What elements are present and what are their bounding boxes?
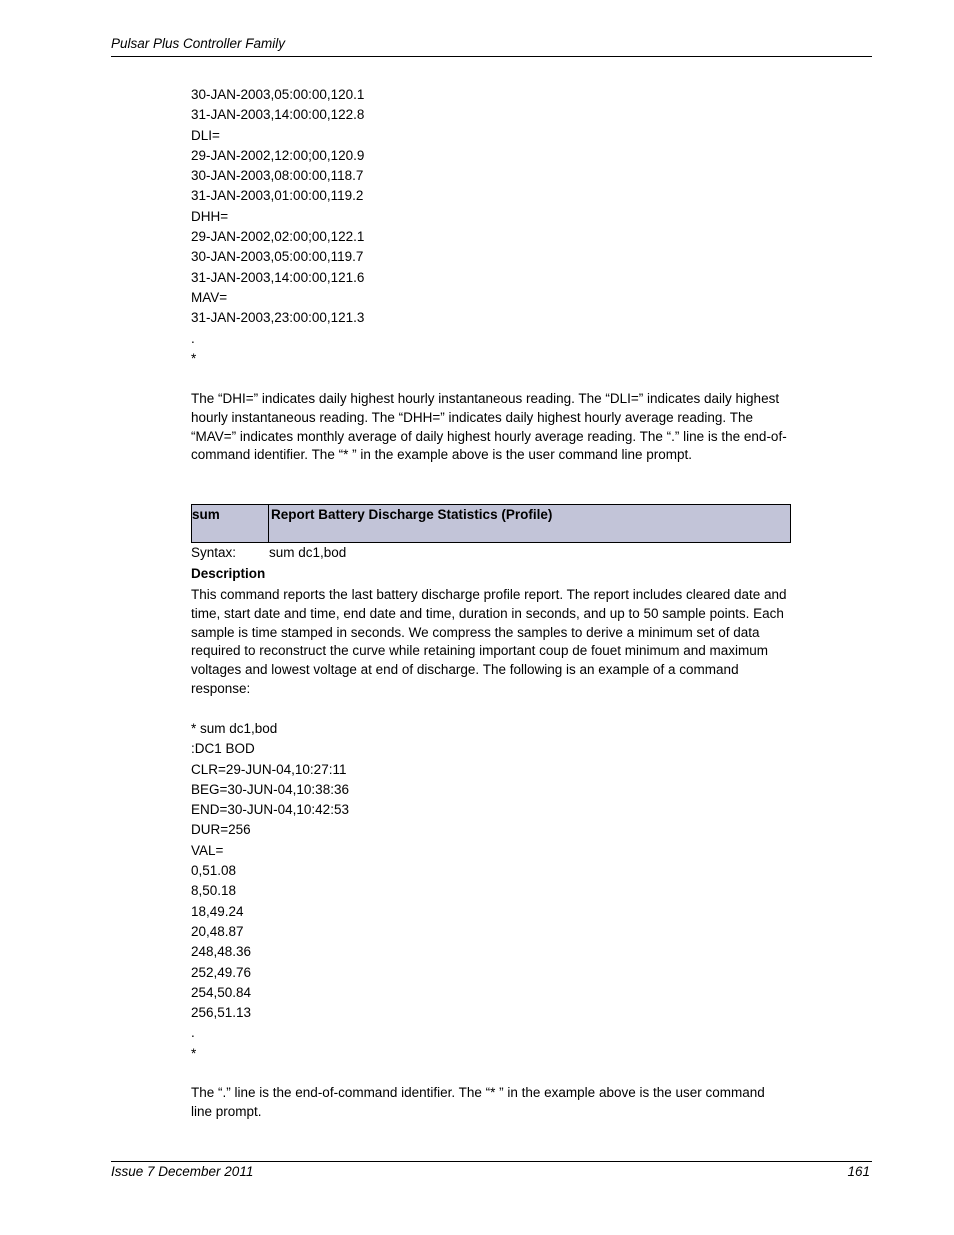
command-table [191,504,791,543]
footer-issue: Issue 7 December 2011 [111,1164,254,1179]
explanation-text: The “.” line is the end-of-command identifier. The “* ” in the example above is the user command line prompt. [191,1085,765,1119]
listing-line: BEG=30-JUN-04,10:38:36 [191,781,349,797]
explanation-paragraph-2 [191,1084,789,1122]
command-name: sum [192,505,269,542]
listing-line: . [191,1025,195,1041]
listing-line: :DC1 BOD [191,741,255,757]
listing-line: 18,49.24 [191,903,244,919]
description-text: This command reports the last battery discharge profile report. The report includes cleared date and time, start date and time, end date and time, duration in seconds, and up to 50 sample points. Each sample is time stamped in seconds. We compress the samples to derive a minimum set of data required to reconstruct the curve while retaining important coup de fouet minimum and maximum voltages and lowest voltage at end of discharge. The following is an example of a command response: [191,587,787,696]
listing-line: . [191,330,195,346]
listing-line: * [191,350,197,366]
listing-line: CLR=29-JUN-04,10:27:11 [191,761,347,777]
explanation-paragraph-1 [191,390,789,465]
listing-line: 30-JAN-2003,05:00:00,119.7 [191,249,364,265]
listing-line: 8,50.18 [191,883,237,899]
explanation-text: The “DHI=” indicates daily highest hourly instantaneous reading. The “DLI=” indicates daily highest hourly instantaneous reading. The “DHH=” indicates daily highest hourly average reading. The “MAV=” indicates monthly average of daily highest hourly average reading. The “.” line is the end-of-command identifier. The “* ” in the example above is the user command line prompt. [191,391,787,463]
listing-line: 30-JAN-2003,05:00:00,120.1 [191,87,365,102]
example-listing [191,719,349,1064]
top-listing [191,85,364,369]
listing-line: * [191,1045,197,1061]
syntax-label: Syntax: [191,545,237,560]
listing-line: 29-JAN-2002,12:00;00,120.9 [191,147,365,163]
listing-line: 31-JAN-2003,14:00:00,122.8 [191,107,365,123]
syntax-value: sum dc1,bod [269,545,347,560]
listing-line: 31-JAN-2003,14:00:00,121.6 [191,269,365,285]
listing-line: 254,50.84 [191,984,252,1000]
listing-line: 252,49.76 [191,964,252,980]
page-number: 161 [847,1164,870,1179]
listing-line: 256,51.13 [191,1005,252,1021]
listing-line: VAL= [191,842,224,858]
listing-line: END=30-JUN-04,10:42:53 [191,802,349,818]
description-paragraph [191,586,789,699]
listing-line: DUR=256 [191,822,251,838]
listing-line: 20,48.87 [191,923,244,939]
page-header-title: Pulsar Plus Controller Family [111,36,286,51]
listing-line: MAV= [191,289,228,305]
footer-divider [111,1161,872,1162]
command-title: Report Battery Discharge Statistics (Profile) [271,507,553,522]
header-divider [111,56,872,57]
listing-line: 29-JAN-2002,02:00;00,122.1 [191,229,365,245]
listing-line: 31-JAN-2003,01:00:00,119.2 [191,188,364,204]
listing-line: 30-JAN-2003,08:00:00,118.7 [191,168,364,184]
listing-line: * sum dc1,bod [191,721,278,736]
listing-line: DLI= [191,127,220,143]
listing-line: DHH= [191,208,229,224]
description-heading: Description [191,566,266,581]
listing-line: 0,51.08 [191,863,237,879]
listing-line: 31-JAN-2003,23:00:00,121.3 [191,310,365,326]
listing-line: 248,48.36 [191,944,252,960]
